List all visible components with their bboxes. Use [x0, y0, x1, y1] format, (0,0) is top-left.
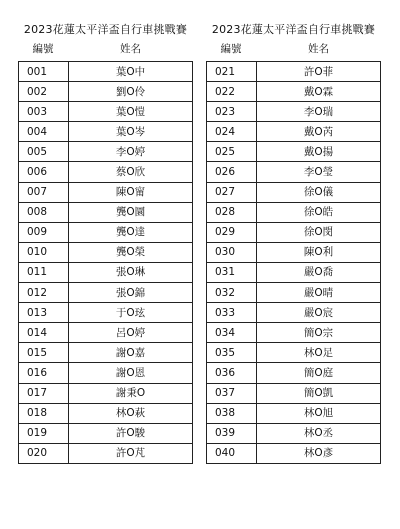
entry-number: 036 [207, 363, 257, 383]
entry-number: 019 [19, 423, 69, 443]
entry-number: 021 [207, 62, 257, 82]
entry-name: 林O足 [257, 343, 381, 363]
entry-name: 戴O揚 [257, 142, 381, 162]
entry-number: 014 [19, 323, 69, 343]
entry-number: 016 [19, 363, 69, 383]
entry-name: 劉O伶 [69, 82, 193, 102]
entry-number: 037 [207, 383, 257, 403]
table-row [207, 62, 381, 82]
table-row [207, 423, 381, 443]
entry-name: 張O錦 [69, 283, 193, 303]
entry-name: 林O旭 [257, 403, 381, 423]
table-row [19, 423, 193, 443]
table-row [19, 383, 193, 403]
entry-name: 許O駿 [69, 423, 193, 443]
table-row [207, 122, 381, 142]
table-row [207, 242, 381, 262]
entry-name: 許O菲 [257, 62, 381, 82]
table-row [19, 182, 193, 202]
entry-name: 謝O恩 [69, 363, 193, 383]
table-row [19, 303, 193, 323]
left-title: 2023花蓮太平洋盃自行車挑戰賽 [23, 23, 188, 36]
entry-number: 027 [207, 182, 257, 202]
entry-name: 陳O利 [257, 242, 381, 262]
entry-number: 026 [207, 162, 257, 182]
entry-number: 007 [19, 182, 69, 202]
entry-number: 028 [207, 202, 257, 222]
entry-number: 002 [19, 82, 69, 102]
table-row [19, 403, 193, 423]
entry-number: 024 [207, 122, 257, 142]
table-row [207, 262, 381, 282]
entry-name: 林O彥 [257, 443, 381, 463]
entry-name: 葉O中 [69, 62, 193, 82]
entry-number: 040 [207, 443, 257, 463]
entry-number: 031 [207, 262, 257, 282]
table-row [207, 283, 381, 303]
entry-number: 032 [207, 283, 257, 303]
table-row [19, 242, 193, 262]
table-row [207, 102, 381, 122]
entry-name: 葉O愷 [69, 102, 193, 122]
entry-name: 蔡O欣 [69, 162, 193, 182]
entry-name: 李O瑞 [257, 102, 381, 122]
table-row [19, 62, 193, 82]
right-header-number: 編號 [220, 43, 242, 55]
entry-name: 戴O霖 [257, 82, 381, 102]
table-row [207, 403, 381, 423]
entry-number: 015 [19, 343, 69, 363]
entry-name: 嚴O宸 [257, 303, 381, 323]
entry-number: 001 [19, 62, 69, 82]
entry-number: 005 [19, 142, 69, 162]
table-row [19, 202, 193, 222]
table-row [207, 383, 381, 403]
entry-name: 戴O芮 [257, 122, 381, 142]
entry-number: 006 [19, 162, 69, 182]
table-row [207, 142, 381, 162]
entry-number: 022 [207, 82, 257, 102]
table-row [19, 102, 193, 122]
entry-name: 龔O榮 [69, 242, 193, 262]
entry-number: 038 [207, 403, 257, 423]
entry-number: 004 [19, 122, 69, 142]
table-row [207, 82, 381, 102]
entry-name: 徐O儀 [257, 182, 381, 202]
entry-name: 呂O婷 [69, 323, 193, 343]
left-header-row [18, 40, 193, 58]
table-row [207, 363, 381, 383]
entry-number: 035 [207, 343, 257, 363]
table-row [19, 323, 193, 343]
entry-name: 林O萩 [69, 403, 193, 423]
entry-name: 徐O皓 [257, 202, 381, 222]
table-row [19, 283, 193, 303]
table-row [207, 343, 381, 363]
entry-number: 003 [19, 102, 69, 122]
entry-number: 029 [207, 222, 257, 242]
entry-name: 李O婷 [69, 142, 193, 162]
table-row [19, 222, 193, 242]
table-row [19, 122, 193, 142]
table-row [19, 343, 193, 363]
table-row [207, 303, 381, 323]
table-row [19, 443, 193, 463]
entry-name: 嚴O喬 [257, 262, 381, 282]
table-row [207, 202, 381, 222]
entry-number: 030 [207, 242, 257, 262]
table-row [207, 222, 381, 242]
left-header-name: 姓名 [120, 43, 141, 55]
entry-name: 龔O圜 [69, 202, 193, 222]
entry-number: 025 [207, 142, 257, 162]
entry-number: 033 [207, 303, 257, 323]
entry-number: 018 [19, 403, 69, 423]
entry-name: 謝O嘉 [69, 343, 193, 363]
table-row [207, 182, 381, 202]
entry-name: 嚴O晴 [257, 283, 381, 303]
entry-name: 龔O達 [69, 222, 193, 242]
entry-number: 039 [207, 423, 257, 443]
left-column [18, 20, 193, 464]
right-column [206, 20, 381, 464]
left-header-number: 編號 [32, 43, 54, 55]
entry-name: 謝秉O [69, 383, 193, 403]
entry-name: 林O丞 [257, 423, 381, 443]
table-row [19, 82, 193, 102]
entry-name: 張O琳 [69, 262, 193, 282]
right-header-row [206, 40, 381, 58]
right-title: 2023花蓮太平洋盃自行車挑戰賽 [211, 23, 376, 36]
left-table [18, 61, 193, 464]
entry-number: 017 [19, 383, 69, 403]
entry-number: 023 [207, 102, 257, 122]
entry-name: 簡O凱 [257, 383, 381, 403]
entry-number: 010 [19, 242, 69, 262]
table-row [19, 162, 193, 182]
table-row [207, 323, 381, 343]
table-row [207, 162, 381, 182]
entry-number: 008 [19, 202, 69, 222]
entry-number: 013 [19, 303, 69, 323]
entry-number: 009 [19, 222, 69, 242]
entry-number: 034 [207, 323, 257, 343]
entry-name: 許O芃 [69, 443, 193, 463]
entry-number: 020 [19, 443, 69, 463]
table-row [19, 262, 193, 282]
entry-name: 簡O庭 [257, 363, 381, 383]
entry-name: 徐O閔 [257, 222, 381, 242]
right-header-name: 姓名 [308, 43, 329, 55]
entry-name: 葉O岑 [69, 122, 193, 142]
entry-name: 陳O甯 [69, 182, 193, 202]
right-table [206, 61, 381, 464]
table-row [207, 443, 381, 463]
entry-number: 011 [19, 262, 69, 282]
table-row [19, 363, 193, 383]
entry-name: 李O瑩 [257, 162, 381, 182]
entry-name: 簡O宗 [257, 323, 381, 343]
entry-name: 于O玹 [69, 303, 193, 323]
entry-number: 012 [19, 283, 69, 303]
table-row [19, 142, 193, 162]
